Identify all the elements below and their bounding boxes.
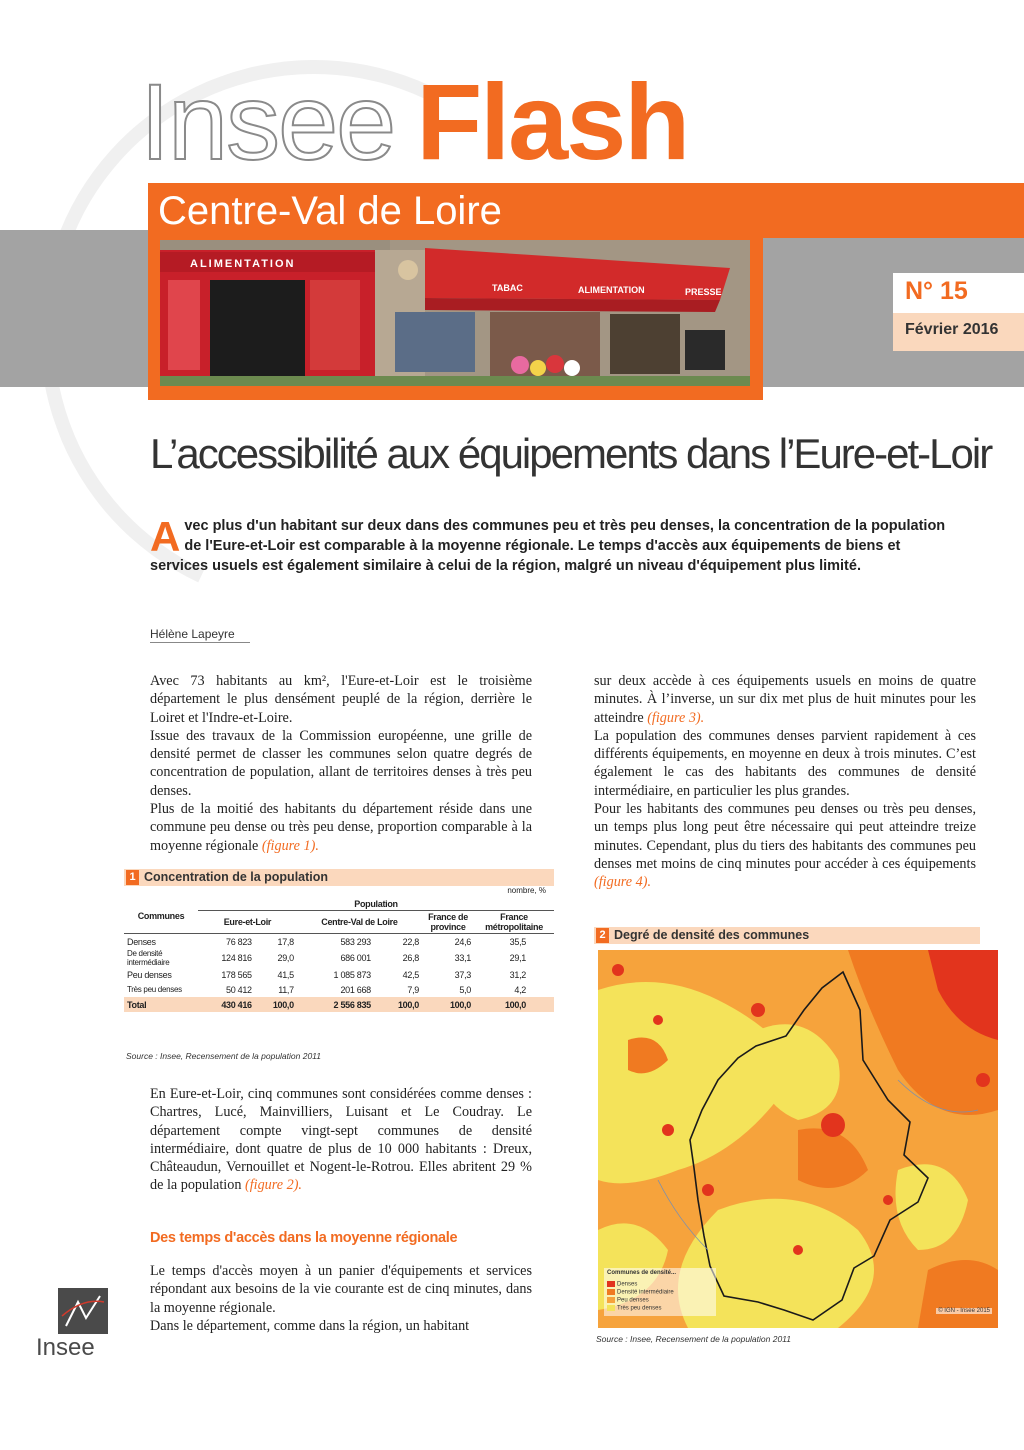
- shopfront-illustration: [160, 240, 750, 386]
- col-header-communes: Communes: [124, 898, 198, 934]
- column1-access: [150, 1262, 532, 1335]
- author-underline: [150, 642, 250, 643]
- legend-swatch: [607, 1305, 615, 1311]
- table-row: De densité intermédiaire 124 816 29,0 686 001 26,8 33,1 29,1: [127, 949, 526, 967]
- section-subheading: Des temps d'accès dans la moyenne régionale: [150, 1230, 458, 1246]
- figure-reference[interactable]: (figure 4).: [594, 874, 651, 891]
- legend-item: Peu denses: [607, 1297, 649, 1304]
- paragraph: La population des communes denses parvient rapidement à ces différents équipements, en moyenne en deux à trois minutes. C’est également le cas des habitants des communes de densité intermédiaire, en particulier les plus grandes.: [594, 727, 976, 799]
- figure1-number: 1: [126, 870, 139, 885]
- column2-text: [594, 672, 976, 892]
- legend-item: Densité intermédiaire: [607, 1289, 674, 1296]
- paragraph: Plus de la moitié des habitants du département réside dans une commune peu dense ou très peu dense, proportion comparable à la moyenne régionale (figure 1).: [150, 801, 532, 854]
- insee-logo-text: Insee: [36, 1334, 95, 1361]
- article-lead: [150, 513, 960, 576]
- paragraph: sur deux accède à ces équipements usuels en moins de quatre minutes. À l’inverse, un sur dix met plus de huit minutes pour les atteindre (figure 3).: [594, 673, 976, 726]
- figure1-title: Concentration de la population: [144, 870, 329, 884]
- sign-tabac: TABAC: [492, 283, 523, 293]
- figure2-header: [594, 927, 980, 944]
- paragraph: Avec 73 habitants au km², l'Eure-et-Loir est le troisième département le plus densément peuplé de la région, derrière le Loiret et l'Indre-et-Loire.: [150, 673, 532, 726]
- region-name: Centre-Val de Loire: [158, 189, 502, 233]
- issue-date: Février 2016: [905, 321, 999, 338]
- col-header-centre-val-de-loire: Centre-Val de Loire: [297, 911, 422, 934]
- insee-logo-icon: [58, 1288, 108, 1334]
- map-legend: [604, 1268, 716, 1316]
- table-row: Denses 76 823 17,8 583 293 22,8 24,6 35,5: [127, 936, 526, 947]
- group-header: Population: [198, 898, 554, 911]
- figure2-title: Degré de densité des communes: [614, 928, 810, 942]
- legend-swatch: [607, 1297, 615, 1303]
- table-row: Très peu denses 50 412 11,7 201 668 7,9 5,0 4,2: [127, 984, 526, 995]
- col-header-france-province: France de province: [422, 911, 474, 934]
- column1-intro: [150, 672, 532, 855]
- lead-dropcap: A: [150, 513, 181, 560]
- figure-reference[interactable]: (figure 3).: [647, 709, 705, 726]
- author: Hélène Lapeyre: [150, 627, 235, 641]
- legend-item: Denses: [607, 1281, 637, 1288]
- legend-item: Très peu denses: [607, 1305, 661, 1312]
- figure-reference[interactable]: (figure 1).: [261, 837, 319, 854]
- sign-alimentation-right: ALIMENTATION: [578, 285, 645, 295]
- col-header-eure-et-loir: Eure-et-Loir: [198, 911, 297, 934]
- paragraph: Dans le département, comme dans la région, un habitant: [150, 1317, 470, 1334]
- article-title: L’accessibilité aux équipements dans l’Eure-et-Loir: [150, 430, 992, 477]
- table-row-total: Total 430 416 100,0 2 556 835 100,0 100,0 100,0: [124, 997, 554, 1012]
- lead-text: vec plus d'un habitant sur deux dans des communes peu et très peu denses, la concentration de la population de l'Eure-et-Loir est comparable à la moyenne régionale. Le temps d'accès aux équipements de biens et services usuels est également similaire à celui de la région, malgré un niveau d'équipement plus limité.: [150, 518, 946, 574]
- cover-photo: [160, 240, 750, 386]
- figure2-number: 2: [596, 928, 609, 943]
- paragraph: Issue des travaux de la Commission européenne, une grille de densité permet de classer les communes selon quatre degrés de concentration de population, allant de territoires denses à très peu denses.: [150, 727, 532, 799]
- table-unit: nombre, %: [507, 886, 546, 895]
- paragraph: Le temps d'accès moyen à un panier d'équipements et services répondant aux besoins de la vie courante est de cinq minutes, dans la moyenne régionale.: [150, 1263, 532, 1316]
- density-map: [598, 950, 998, 1328]
- figure2-source: Source : Insee, Recensement de la population 2011: [596, 1334, 792, 1344]
- issue-box: [893, 273, 1024, 353]
- paragraph: Pour les habitants des communes peu denses ou très peu denses, un temps plus long peut être nécessaire qui peut atteindre treize minutes. Cependant, plus du tiers des habitants des communes peu denses met moins de cinq minutes pour accéder à ces équipements (figure 4).: [594, 801, 976, 891]
- legend-title: Communes de densité...: [607, 1270, 677, 1276]
- figure-reference[interactable]: (figure 2).: [244, 1177, 302, 1194]
- brand-flash: Flash: [416, 61, 689, 182]
- sign-presse: PRESSE: [685, 287, 722, 297]
- publication-brand: [140, 62, 688, 182]
- column1-communes: [150, 1085, 532, 1195]
- table: [124, 898, 554, 1012]
- legend-swatch: [607, 1281, 615, 1287]
- figure1-source: Source : Insee, Recensement de la population 2011: [126, 1051, 322, 1061]
- issue-number: N° 15: [905, 277, 968, 305]
- brand-insee: Insee: [140, 61, 395, 182]
- paragraph: En Eure-et-Loir, cinq communes sont considérées comme denses : Chartres, Lucé, Mainvilliers, Luisant et Le Coudray. Le département compte vingt-sept communes de densité intermédiaire, dont quatre de plus de 10 000 habitants : Dreux, Châteaudun, Vernouillet et Nogent-le-Rotrou. Elles abritent 29 % de la population (figure 2).: [150, 1086, 532, 1194]
- population-table: [124, 884, 554, 1012]
- sign-alimentation-left: ALIMENTATION: [190, 258, 296, 270]
- table-row: Peu denses 178 565 41,5 1 085 873 42,5 37,3 31,2: [127, 969, 526, 980]
- col-header-france-metropolitaine: France métropolitaine: [474, 911, 554, 934]
- legend-swatch: [607, 1289, 615, 1295]
- map-credit: © IGN - Insee 2015: [938, 1308, 990, 1314]
